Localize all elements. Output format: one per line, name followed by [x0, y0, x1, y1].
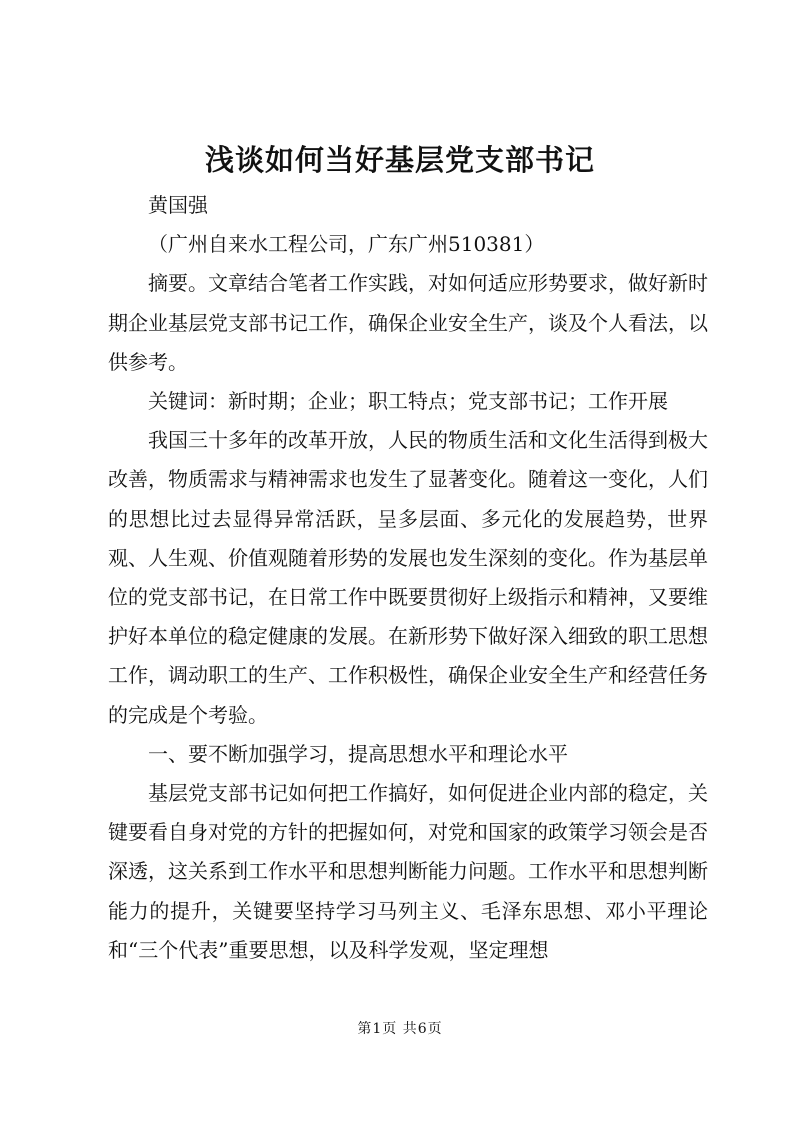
author-line: 黄国强 [148, 193, 208, 217]
document-body [108, 186, 708, 970]
document-title: 浅谈如何当好基层党支部书记 [204, 143, 595, 177]
keywords-line: 关键词：新时期；企业；职工特点；党支部书记；工作开展 [148, 389, 668, 414]
body-paragraph-2: 基层党支部书记如何把工作搞好，如何促进企业内部的稳定，关键要看自身对党的方针的把握如何，对党和国家的政策学习领会是否深透，这关系到工作水平和思想判断能力问题。工作水平和思想判断能力的提升，关键要坚持学习马列主义、毛泽东思想、邓小平理论和“三个代表”重要思想，以及科学发观，坚定理想 [108, 781, 708, 962]
page-footer: 第1页 共6页 [357, 1021, 443, 1037]
abstract-paragraph: 摘要。文章结合笔者工作实践，对如何适应形势要求，做好新时期企业基层党支部书记工作，确保企业安全生产，谈及个人看法，以供参考。 [108, 271, 708, 374]
affiliation-line: （广州自来水工程公司，广东广州510381） [148, 232, 545, 257]
body-paragraph-1: 我国三十多年的改革开放，人民的物质生活和文化生活得到极大改善，物质需求与精神需求也发生了显著变化。随着这一变化，人们的思想比过去显得异常活跃，呈多层面、多元化的发展趋势，世界观、人生观、价值观随着形势的发展也发生深刻的变化。作为基层单位的党支部书记，在日常工作中既要贯彻好上级指示和精神，又要维护好本单位的稳定健康的发展。在新形势下做好深入细致的职工思想工作，调动职工的生产、工作积极性，确保企业安全生产和经营任务的完成是个考验。 [108, 428, 708, 727]
section-heading-1: 一、要不断加强学习，提高思想水平和理论水平 [148, 741, 568, 766]
